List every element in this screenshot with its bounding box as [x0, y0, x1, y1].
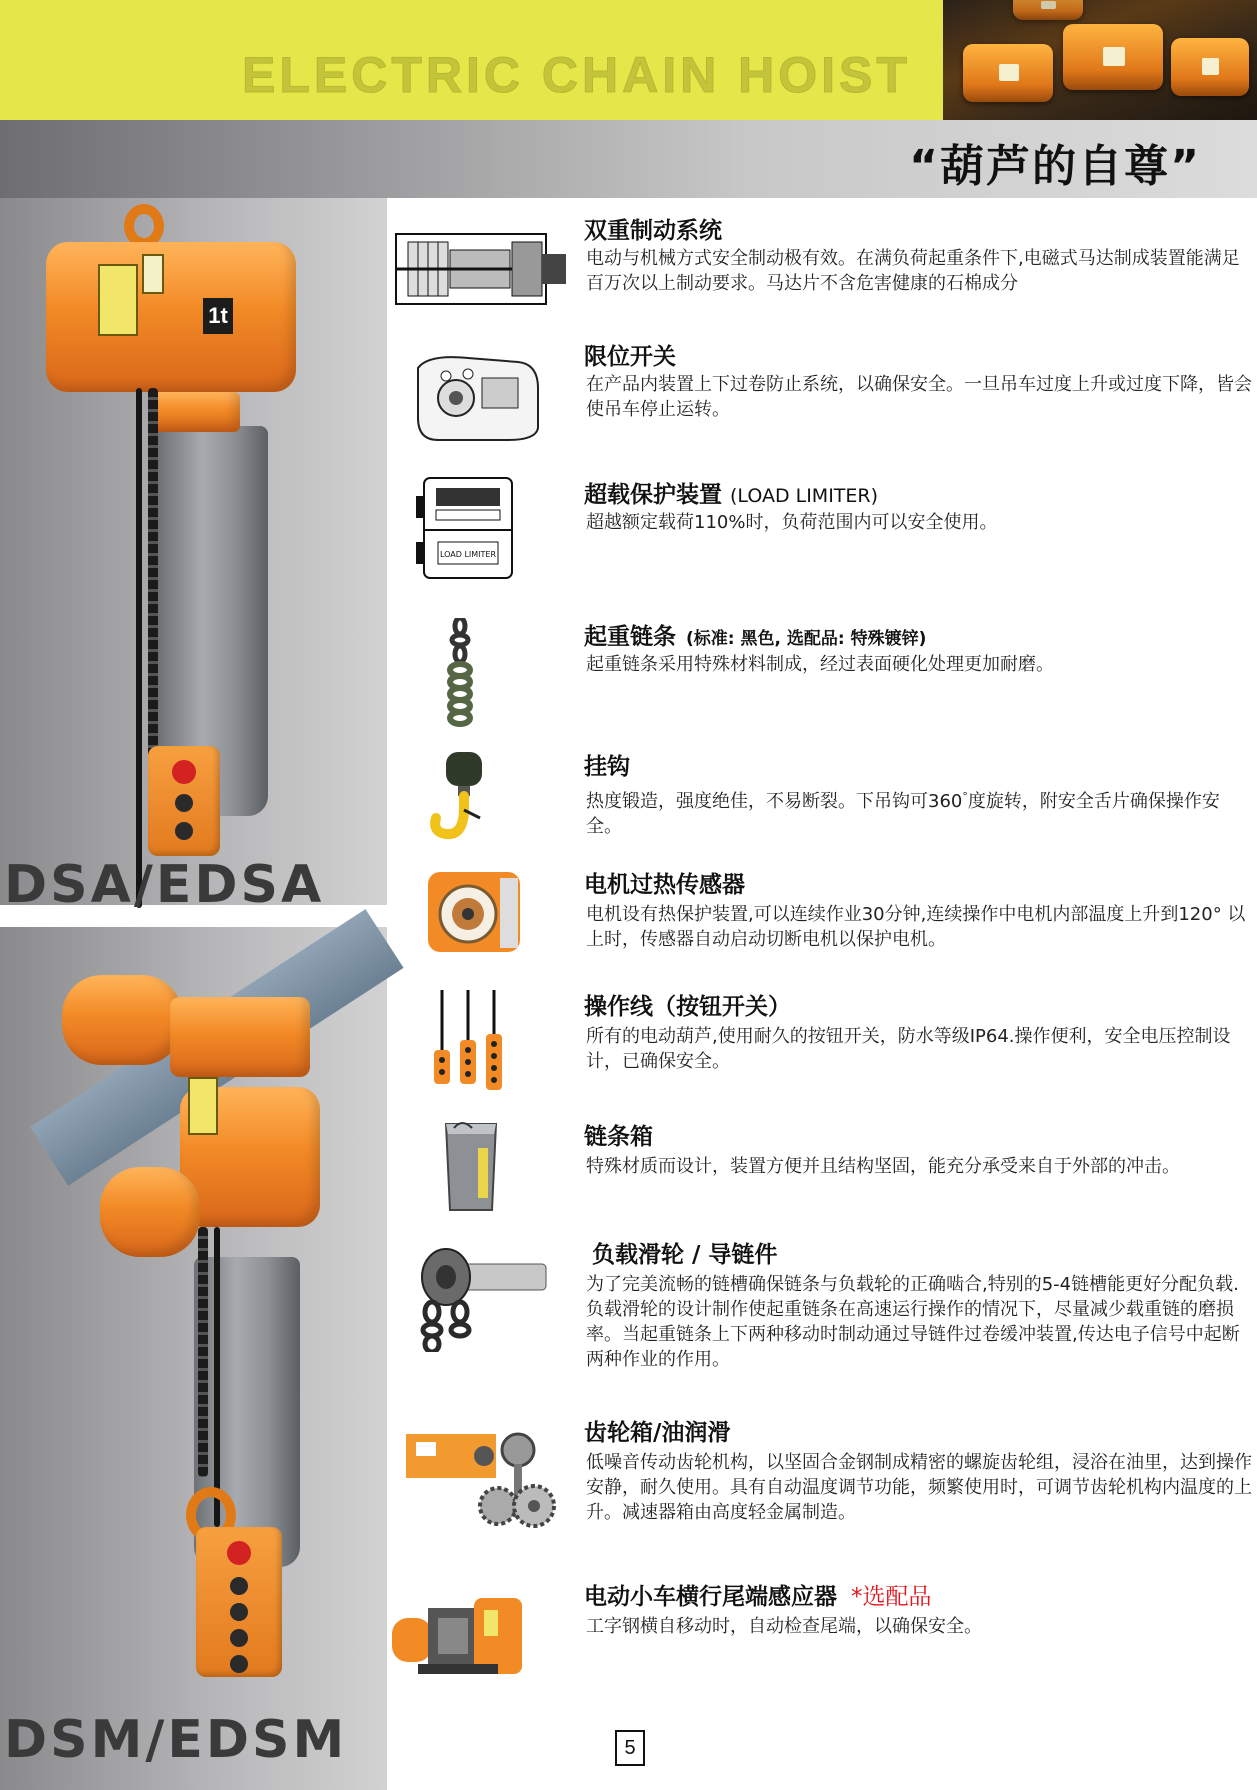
- chain-bag-icon: [388, 1118, 573, 1214]
- dsa-hoist-image: [0, 198, 387, 848]
- feature-gearbox: [388, 1414, 1257, 1534]
- feature-subtitle: (标准: 黑色, 选配品: 特殊镀锌): [686, 629, 927, 649]
- gearbox-icon: [388, 1414, 573, 1534]
- feature-text: 电动与机械方式安全制动极有效。在满负荷起重条件下,电磁式马达制成装置能满足百万次以上制动要求。马达片不含危害健康的石棉成分: [586, 248, 1240, 294]
- feature-dual-brake: [388, 212, 1257, 332]
- feature-text: 特殊材质而设计，装置方便并且结构坚固，能充分承受来自于外部的冲击。: [586, 1156, 1180, 1177]
- brake-system-diagram-icon: [388, 220, 573, 320]
- feature-title: 链条箱: [584, 1124, 653, 1150]
- feature-text: 工字钢横自移动时，自动检查尾端，以确保安全。: [586, 1616, 982, 1637]
- feature-title: 负载滑轮 / 导链件: [592, 1242, 778, 1268]
- feature-title: 电机过热传感器: [584, 872, 745, 898]
- load-sheave-icon: [388, 1242, 573, 1352]
- motor-sensor-icon: [388, 868, 573, 958]
- feature-lifting-chain: [388, 618, 1257, 728]
- feature-trolley-sensor: [388, 1578, 1257, 1688]
- load-limiter-device-text: LOAD LIMITER: [439, 550, 497, 559]
- feature-text: 电机设有热保护装置,可以连续作业30分钟,连续操作中电机内部温度上升到120° 以上时，传感器自动启动切断电机以保护电机。: [586, 904, 1246, 950]
- feature-title: 双重制动系统: [584, 218, 722, 244]
- load-limiter-icon: [388, 476, 573, 586]
- lifting-chain-icon: [388, 618, 573, 728]
- feature-title: 挂钩: [584, 754, 630, 780]
- feature-text: 超越额定载荷110%时，负荷范围内可以安全使用。: [586, 512, 998, 533]
- limit-switch-diagram-icon: [388, 348, 573, 448]
- feature-title: 电动小车横行尾端感应器 *选配品: [584, 1584, 932, 1610]
- trolley-end-sensor-icon: [388, 1578, 573, 1688]
- feature-subtitle: (LOAD LIMITER): [730, 485, 879, 507]
- feature-hook: [388, 748, 1257, 848]
- feature-motor-sensor: [388, 866, 1257, 966]
- feature-text: 低噪音传动齿轮机构，以坚固合金钢制成精密的螺旋齿轮组，浸浴在油里，达到操作安静，耐久使用。具有自动温度调节功能，频繁使用时，可调节齿轮机构内温度的上升。减速器箱由高度轻金属制造。: [586, 1452, 1252, 1523]
- slogan: “葫芦的自尊”: [909, 141, 1201, 192]
- hook-icon: [388, 748, 573, 848]
- page-number: 5: [615, 1730, 645, 1766]
- feature-load-limiter: [388, 476, 1257, 586]
- feature-chain-bag: [388, 1118, 1257, 1218]
- feature-text: 为了完美流畅的链槽确保链条与负载轮的正确啮合,特别的5-4链槽能更好分配负载. 负载滑轮的设计制作使起重链条在高速运行操作的情况下，尽量减少载重链的磨损率。当起重链条上下两种移动时制动通过导链件过卷缓冲装置,传达电子信号中起断两种作业的作用。: [586, 1274, 1240, 1370]
- feature-text: 所有的电动葫芦,使用耐久的按钮开关，防水等级IP64.操作便利，安全电压控制设计，已确保安全。: [586, 1026, 1231, 1072]
- page-title: ELECTRIC CHAIN HOIST: [242, 47, 911, 103]
- model-label-dsa: DSA/EDSA: [4, 855, 325, 915]
- feature-title: 超载保护装置 (LOAD LIMITER): [584, 482, 879, 508]
- dsm-hoist-image: [0, 927, 387, 1707]
- feature-load-sheave: [388, 1236, 1257, 1386]
- pendant-switch-icon: [388, 988, 573, 1098]
- header-hoist-photo: [943, 0, 1257, 120]
- feature-title: 起重链条 (标准: 黑色, 选配品: 特殊镀锌): [584, 624, 927, 650]
- capacity-badge: 1t: [203, 298, 233, 334]
- feature-title: 齿轮箱/油润滑: [584, 1420, 731, 1446]
- feature-text: 起重链条采用特殊材料制成，经过表面硬化处理更加耐磨。: [586, 654, 1054, 675]
- model-label-dsm: DSM/EDSM: [4, 1710, 348, 1770]
- feature-text: 在产品内装置上下过卷防止系统，以确保安全。一旦吊车过度上升或过度下降，皆会使吊车停止运转。: [586, 374, 1252, 420]
- optional-tag: *选配品: [851, 1584, 932, 1610]
- feature-title: 操作线（按钮开关）: [584, 994, 791, 1020]
- feature-pendant-switch: [388, 988, 1257, 1098]
- feature-text: 热度锻造，强度绝佳，不易断裂。下吊钩可360°度旋转，附安全舌片确保操作安全。: [586, 790, 1220, 837]
- feature-limit-switch: [388, 338, 1257, 448]
- feature-title: 限位开关: [584, 344, 676, 370]
